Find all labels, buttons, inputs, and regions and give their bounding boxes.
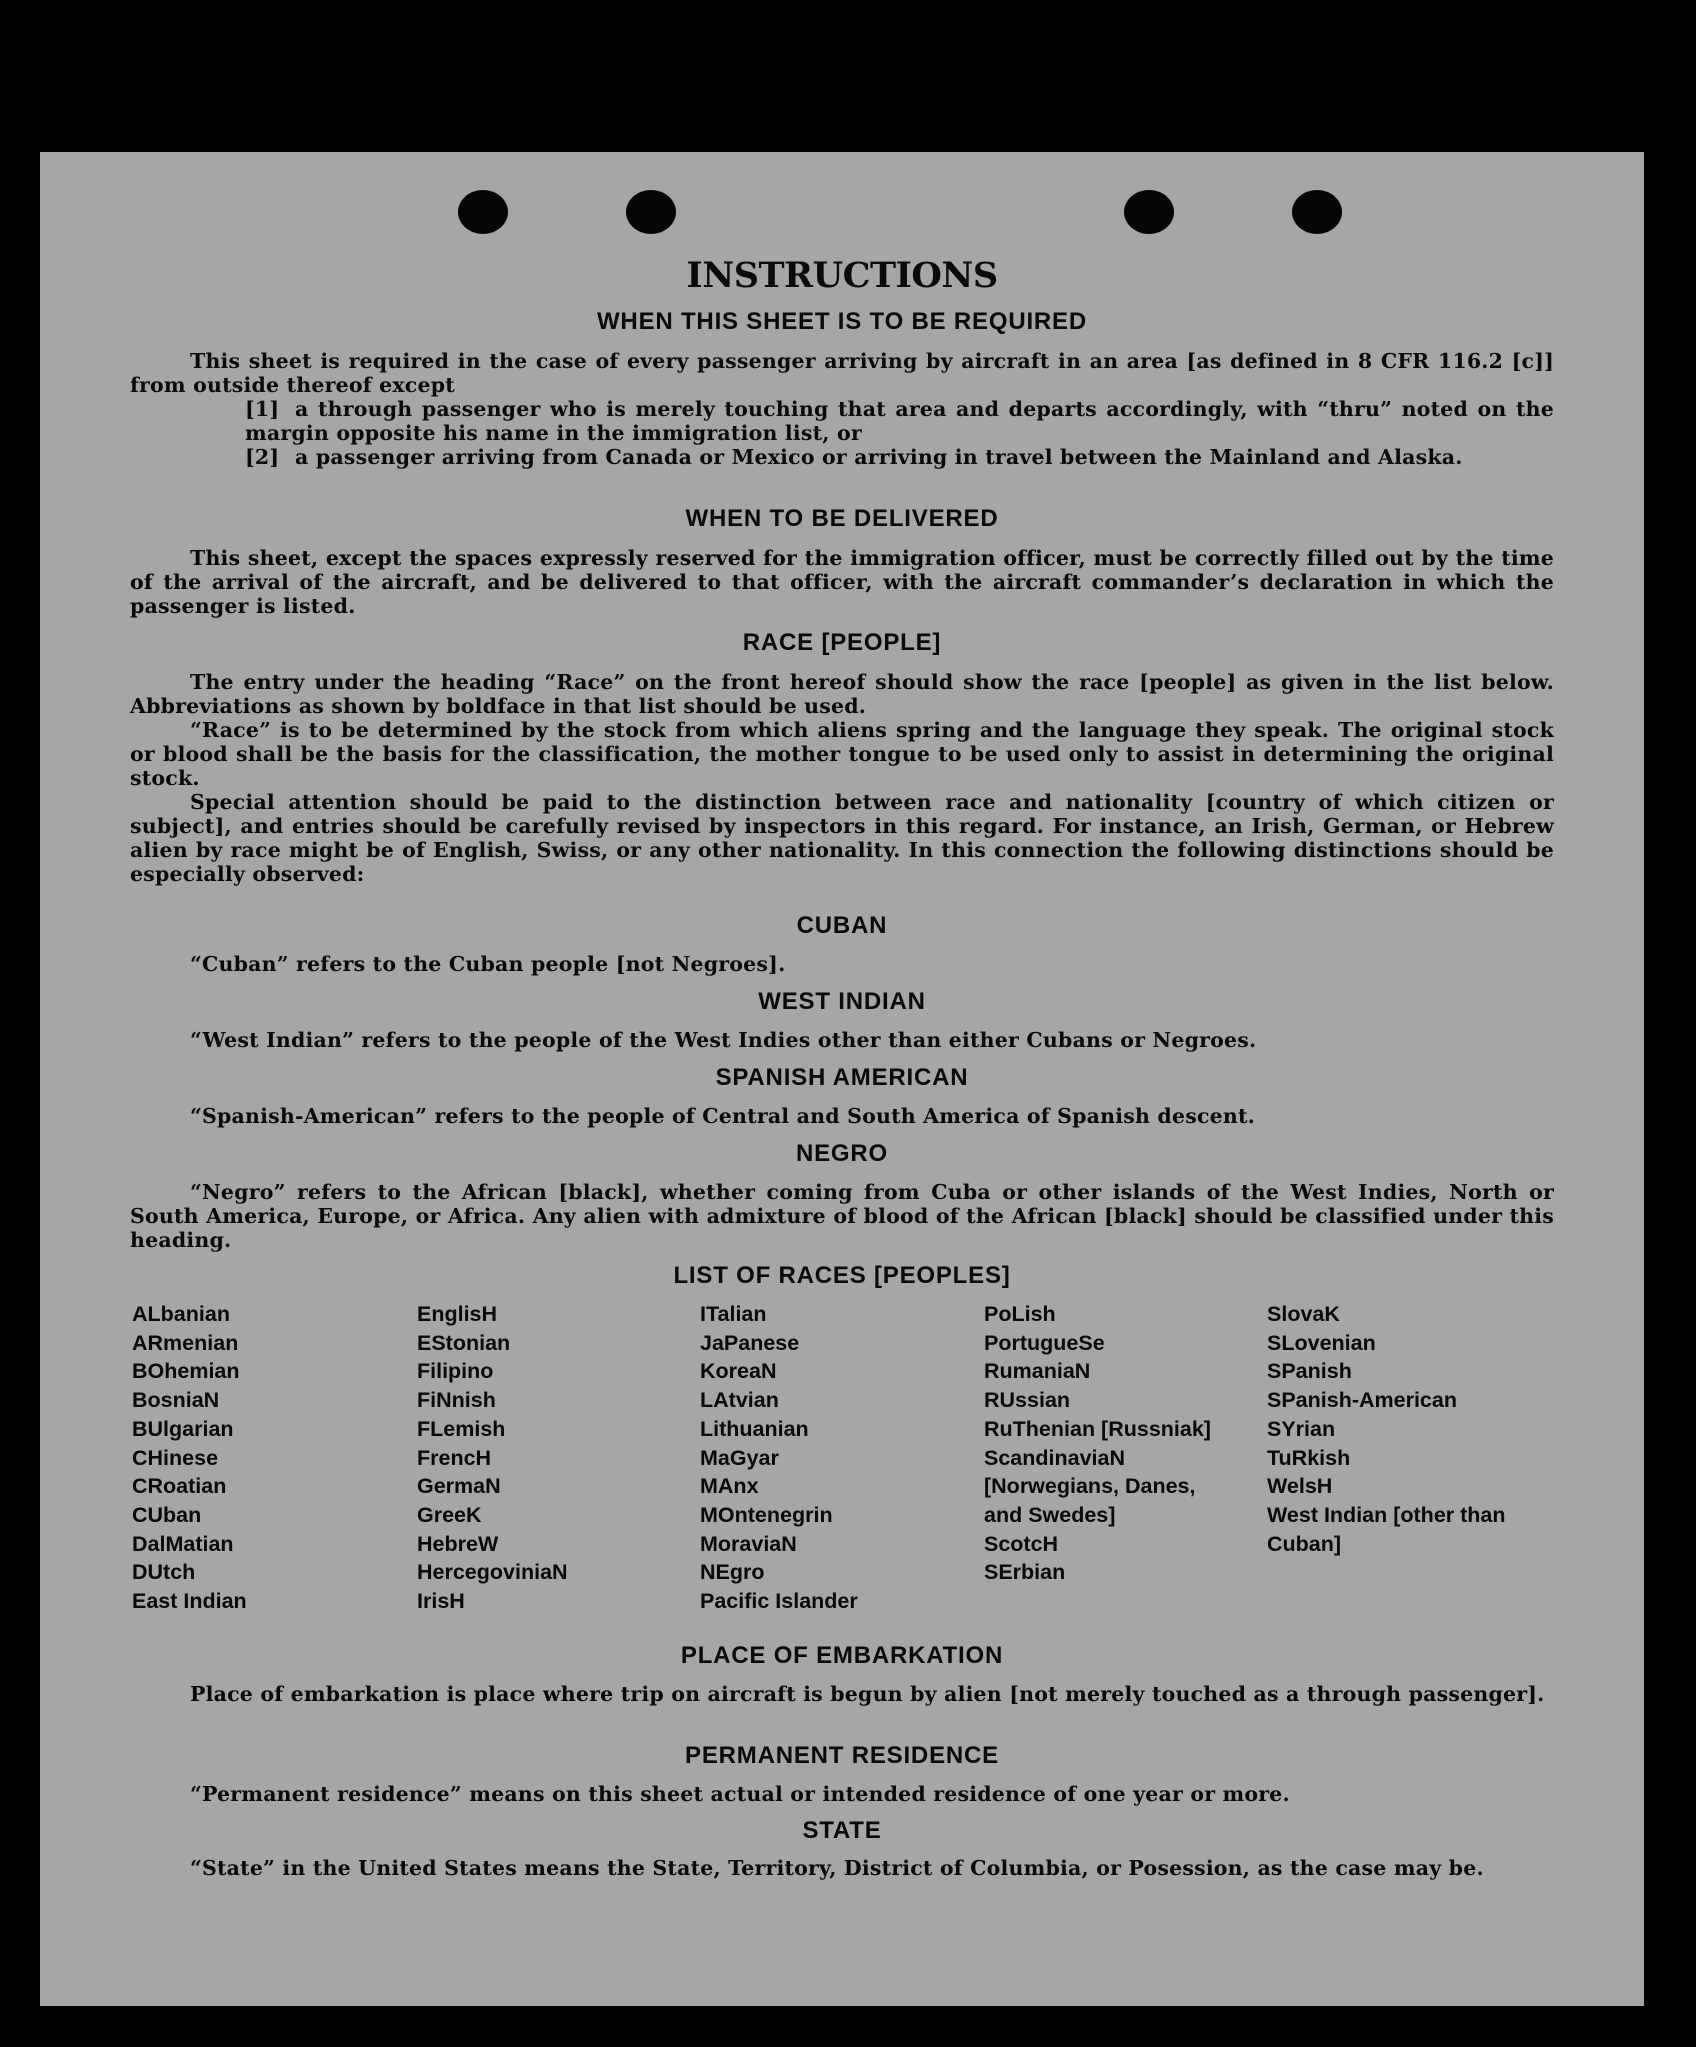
- negro-text: “Negro” refers to the African [black], whether coming from Cuba or other islands of the West Indies, North or South America, Europe, or Africa. Any alien with admixture of blood of the African [black] should be classified under this heading.: [130, 1180, 1554, 1252]
- race-entry: EnglisH: [417, 1302, 498, 1326]
- race-entry: SPanish: [1267, 1359, 1352, 1384]
- race-entry: GreeK: [417, 1502, 482, 1527]
- race-entry: PortugueSe: [984, 1330, 1105, 1355]
- exception-item-2: [245, 445, 1554, 469]
- race-entry: BOhemian: [132, 1359, 240, 1384]
- race-list-column-5: [1267, 1300, 1517, 1558]
- race-entry: Lithuanian: [700, 1416, 809, 1441]
- page-title: INSTRUCTIONS: [686, 255, 998, 296]
- section-heading-cuban: CUBAN: [796, 912, 888, 939]
- race-paragraph: The entry under the heading “Race” on the front hereof should show the race [people] as given in the list below. Abbreviations as shown by boldface in that list should be used.: [130, 670, 1554, 718]
- race-entry: CRoatian: [132, 1474, 227, 1499]
- race-entry: MoraviaN: [700, 1531, 797, 1556]
- section-heading-state: STATE: [802, 1817, 882, 1844]
- race-entry: West Indian [other than Cuban]: [1267, 1502, 1506, 1556]
- exception-item-1: [245, 397, 1554, 445]
- race-entry: FrencH: [417, 1445, 492, 1470]
- race-entry: ITalian: [700, 1302, 767, 1326]
- state-text: “State” in the United States means the State, Territory, District of Columbia, or Posession, as the case may be.: [190, 1856, 1484, 1880]
- race-entry: RuThenian [Russniak]: [984, 1416, 1211, 1441]
- race-entry: CUban: [132, 1502, 202, 1527]
- race-entry: ScandinaviaN [Norwegians, Danes, and Swedes]: [984, 1445, 1196, 1527]
- race-entry: TuRkish: [1267, 1445, 1351, 1470]
- race-entry: LAtvian: [700, 1388, 779, 1413]
- race-entry: FLemish: [417, 1416, 506, 1441]
- when-required-intro: This sheet is required in the case of every passenger arriving by aircraft in an area [as defined in 8 CFR 116.2 [c]] from outside thereof except: [130, 349, 1554, 397]
- section-heading-west-indian: WEST INDIAN: [758, 988, 926, 1015]
- race-entry: PoLish: [984, 1302, 1056, 1326]
- race-entry: Filipino: [417, 1359, 494, 1384]
- punch-hole: [626, 190, 676, 234]
- race-entry: RumaniaN: [984, 1359, 1091, 1384]
- race-entry: KoreaN: [700, 1359, 777, 1384]
- race-entry: NEgro: [700, 1560, 765, 1585]
- race-paragraph: Special attention should be paid to the distinction between race and nationality [country of which citizen or subject], and entries should be carefully revised by inspectors in this regard. For instance, an Irish, German, or Hebrew alien by race might be of English, Swiss, or any other nationality. In this connection the following distinctions should be especially observed:: [130, 790, 1554, 886]
- race-entry: Pacific Islander: [700, 1589, 858, 1614]
- spanish-american-text: “Spanish-American” refers to the people of Central and South America of Spanish descent.: [190, 1104, 1255, 1128]
- permanent-residence-text: “Permanent residence” means on this sheet actual or intended residence of one year or more.: [190, 1782, 1290, 1806]
- punch-hole: [1292, 190, 1342, 234]
- race-entry: DalMatian: [132, 1531, 234, 1556]
- race-entry: DUtch: [132, 1560, 196, 1585]
- race-entry: SErbian: [984, 1560, 1066, 1585]
- section-heading-list-of-races: LIST OF RACES [PEOPLES]: [673, 1262, 1011, 1289]
- race-entry: BosniaN: [132, 1388, 220, 1413]
- section-heading-embarkation: PLACE OF EMBARKATION: [680, 1642, 1004, 1669]
- race-entry: SPanish-American: [1267, 1388, 1457, 1413]
- race-entry: SlovaK: [1267, 1302, 1340, 1326]
- west-indian-text: “West Indian” refers to the people of the West Indies other than either Cubans or Negroes.: [190, 1028, 1257, 1052]
- race-entry: FiNnish: [417, 1388, 496, 1413]
- cuban-text: “Cuban” refers to the Cuban people [not Negroes].: [190, 952, 786, 976]
- exception-item-number: [2]: [245, 445, 280, 469]
- when-delivered-text: This sheet, except the spaces expressly reserved for the immigration officer, must be correctly filled out by the time of the arrival of the aircraft, and be delivered to that officer, with the aircraft commander’s declaration in which the passenger is listed.: [130, 546, 1554, 618]
- race-entry: HercegoviniaN: [417, 1560, 568, 1585]
- punch-hole: [1124, 190, 1174, 234]
- race-entry: WelsH: [1267, 1474, 1333, 1499]
- race-entry: GermaN: [417, 1474, 501, 1499]
- race-entry: SYrian: [1267, 1416, 1336, 1441]
- exception-item-number: [1]: [245, 397, 280, 421]
- exception-item-text: a passenger arriving from Canada or Mexico or arriving in travel between the Mainland and Alaska.: [295, 445, 1463, 469]
- race-paragraph: “Race” is to be determined by the stock from which aliens spring and the language they speak. The original stock or blood shall be the basis for the classification, the mother tongue to be used only to assist in determining the original stock.: [130, 718, 1554, 790]
- race-entry: East Indian: [132, 1589, 247, 1614]
- race-entry: MOntenegrin: [700, 1502, 833, 1527]
- exception-item-text: a through passenger who is merely touching that area and departs accordingly, with “thru” noted on the margin opposite his name in the immigration list, or: [245, 397, 1554, 445]
- section-heading-race: RACE [PEOPLE]: [742, 629, 942, 656]
- race-list-column-3: [700, 1300, 980, 1616]
- document-sheet: [40, 152, 1644, 2006]
- embarkation-text: Place of embarkation is place where trip on aircraft is begun by alien [not merely touched as a through passenger].: [190, 1682, 1545, 1706]
- race-entry: IrisH: [417, 1589, 465, 1614]
- race-list-column-1: [132, 1300, 412, 1616]
- section-heading-when-required: WHEN THIS SHEET IS TO BE REQUIRED: [596, 308, 1087, 335]
- race-entry: MAnx: [700, 1474, 759, 1499]
- race-entry: ScotcH: [984, 1531, 1059, 1556]
- race-entry: ARmenian: [132, 1330, 239, 1355]
- section-heading-spanish-american: SPANISH AMERICAN: [715, 1064, 969, 1091]
- race-entry: EStonian: [417, 1330, 511, 1355]
- race-entry: JaPanese: [700, 1330, 800, 1355]
- race-list-column-4: [984, 1300, 1234, 1587]
- section-heading-when-delivered: WHEN TO BE DELIVERED: [685, 505, 999, 532]
- punch-hole: [458, 190, 508, 234]
- race-entry: CHinese: [132, 1445, 219, 1470]
- race-entry: BUlgarian: [132, 1416, 234, 1441]
- race-entry: SLovenian: [1267, 1330, 1376, 1355]
- race-entry: ALbanian: [132, 1302, 230, 1326]
- section-heading-negro: NEGRO: [795, 1140, 888, 1167]
- race-entry: MaGyar: [700, 1445, 779, 1470]
- race-entry: HebreW: [417, 1531, 499, 1556]
- section-heading-permanent-residence: PERMANENT RESIDENCE: [685, 1742, 999, 1769]
- race-entry: RUssian: [984, 1388, 1071, 1413]
- race-list-column-2: [417, 1300, 697, 1616]
